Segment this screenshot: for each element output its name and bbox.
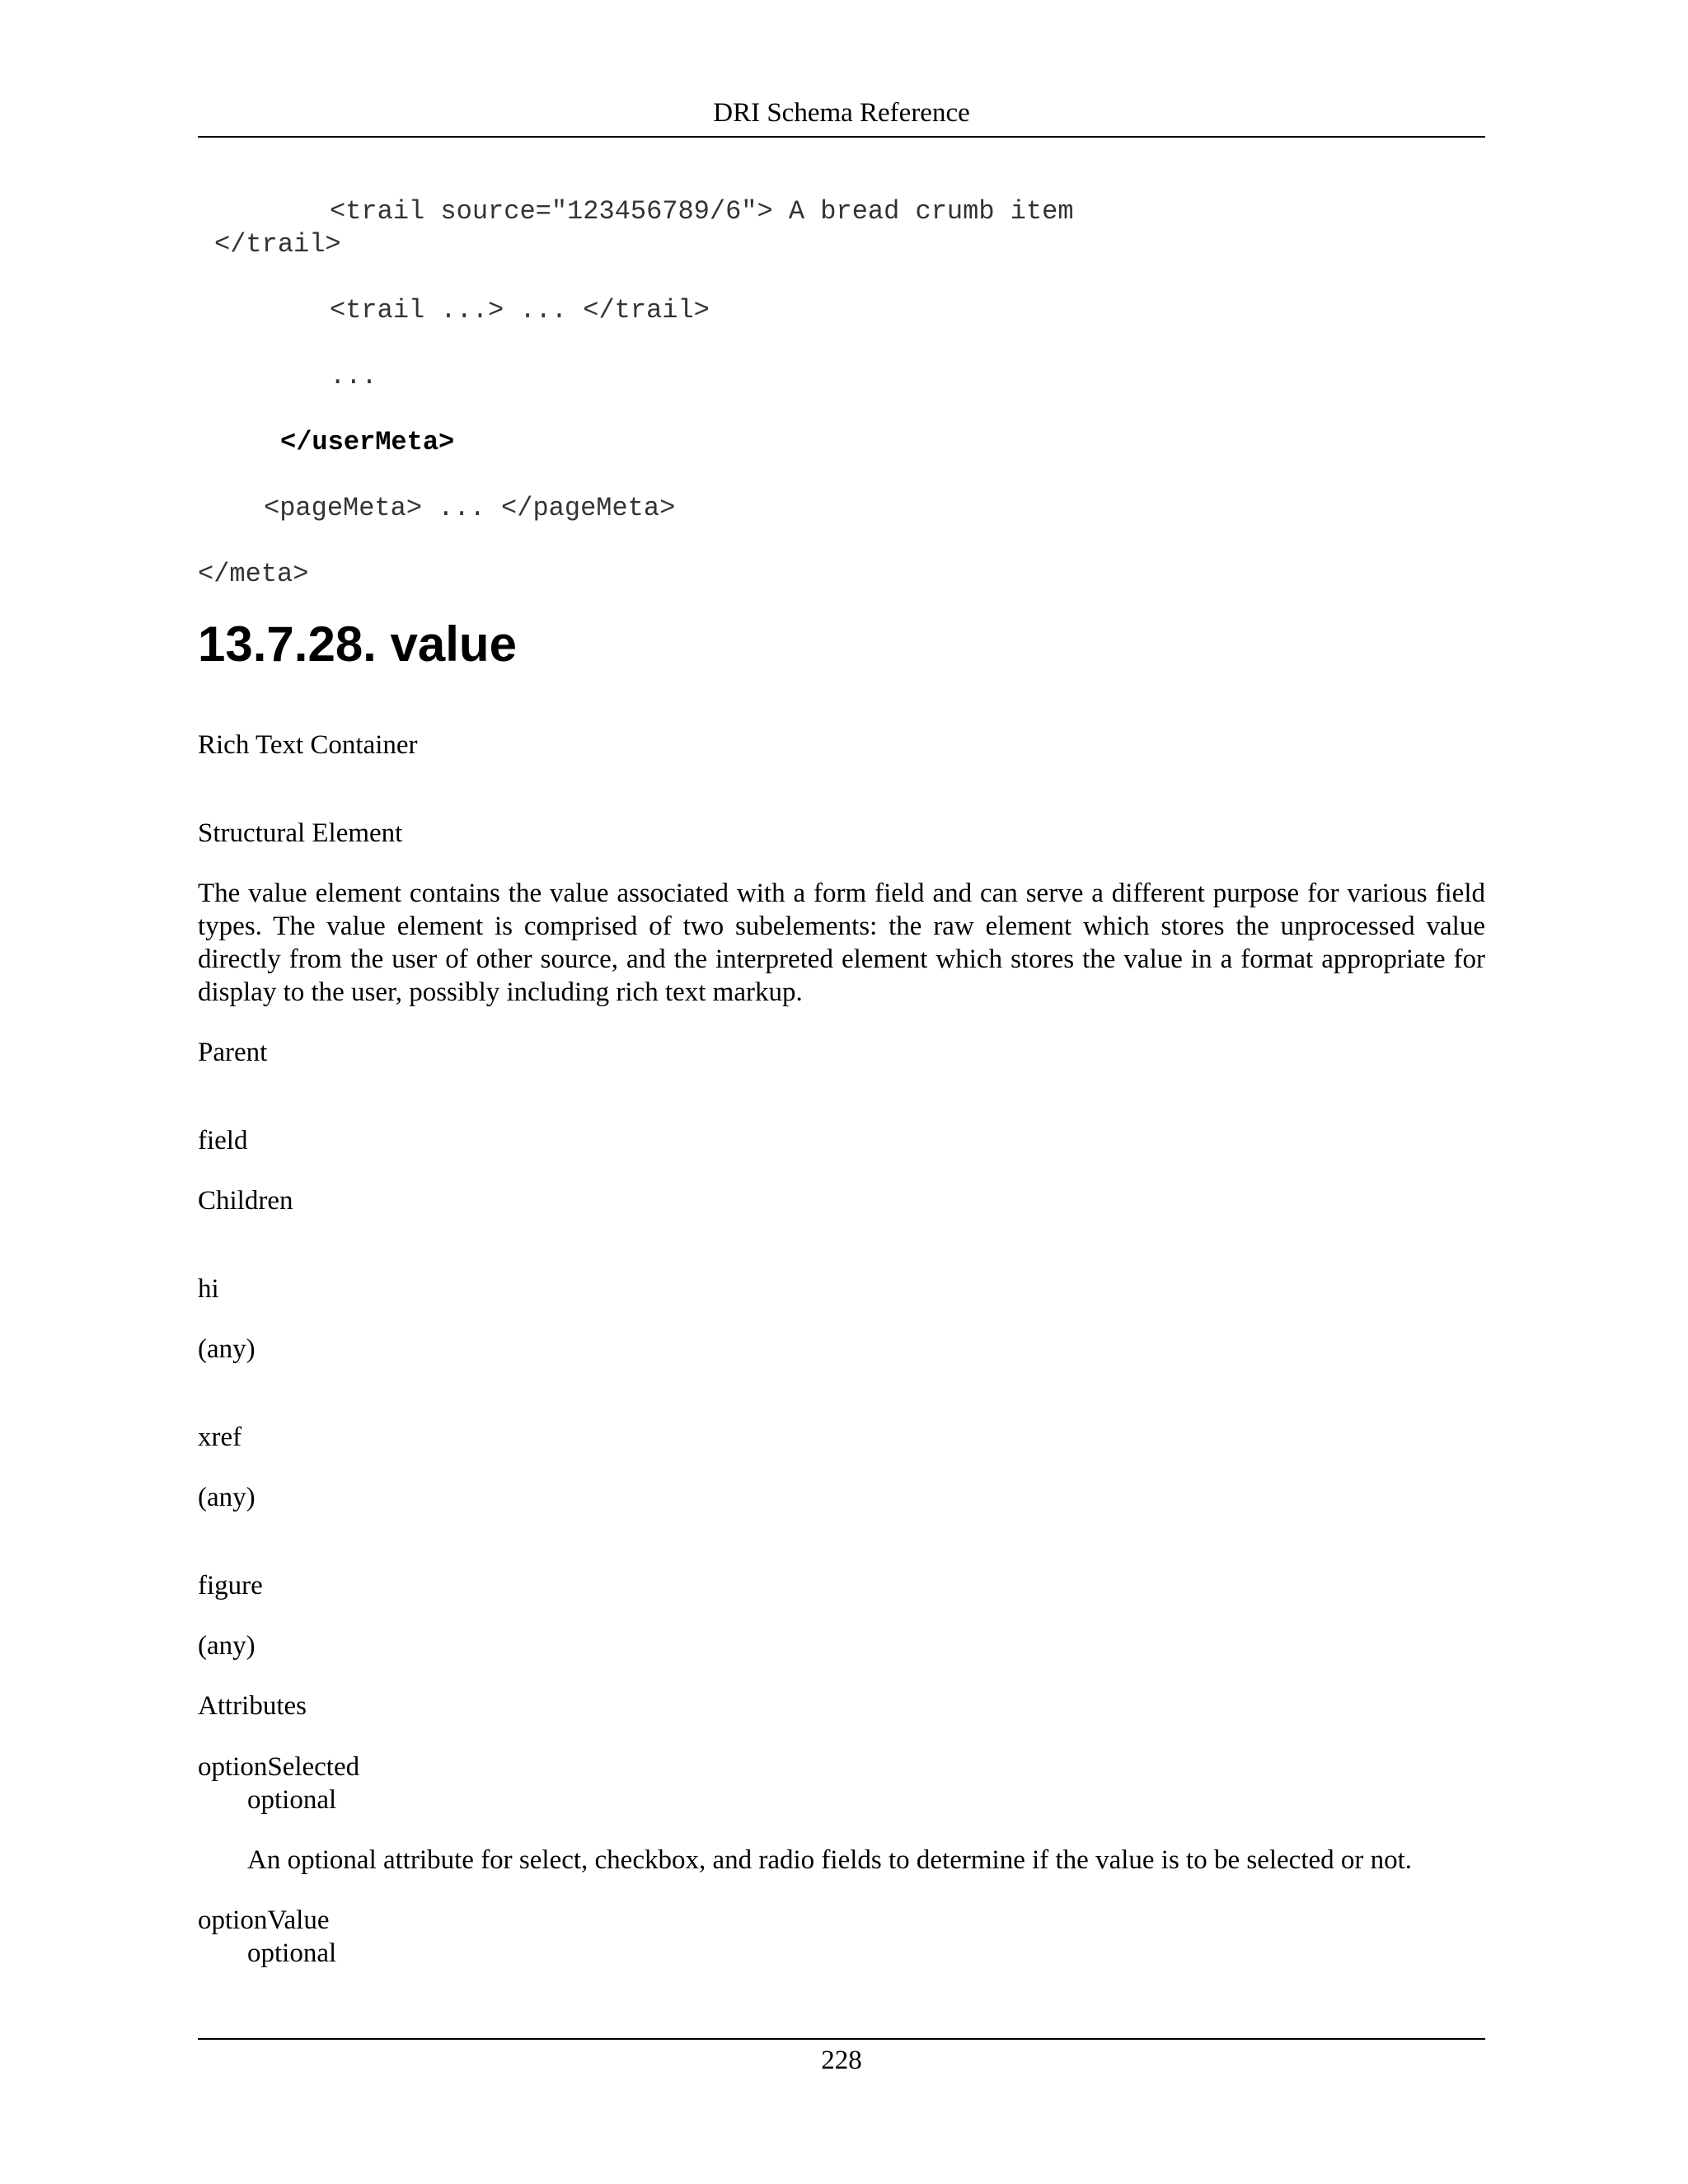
attributes-label: Attributes (198, 1691, 307, 1721)
code-line-trail-close: </trail> (214, 229, 341, 260)
code-line-meta-close: </meta> (198, 559, 309, 589)
child-name: xref (198, 1422, 242, 1452)
section-description: The value element contains the value associated with a form field and can serve a different purpose for various field types. The value element is comprised of two subelements: the raw element which stores the unprocessed value directly from the user of other source, and the interpreted element which stores the value in a format appropriate for display to the user, possibly including rich text markup. (198, 879, 1485, 1007)
attribute-description: An optional attribute for select, checkbox, and radio fields to determine if the value is to be selected or not. (247, 1845, 1413, 1875)
section-subtitle: Rich Text Container (198, 730, 418, 760)
child-name: figure (198, 1571, 263, 1601)
attribute-name: optionValue (198, 1905, 330, 1935)
code-line-ellipsis: ... (330, 361, 377, 391)
child-occurrence: (any) (198, 1334, 256, 1364)
children-label: Children (198, 1186, 293, 1216)
child-name: hi (198, 1274, 219, 1304)
parent-label: Parent (198, 1038, 268, 1067)
code-line-trail-item: <trail source="123456789/6"> A bread crumb item (330, 196, 1074, 227)
header-rule (198, 136, 1485, 138)
document-page (198, 0, 1485, 2184)
attribute-name: optionSelected (198, 1752, 360, 1782)
code-line-usermeta-close: </userMeta> (280, 427, 455, 457)
attribute-requirement: optional (247, 1785, 337, 1815)
child-occurrence: (any) (198, 1631, 256, 1661)
attribute-requirement: optional (247, 1938, 337, 1968)
code-line-pagemeta: <pageMeta> ... </pageMeta> (264, 493, 676, 523)
page-number: 228 (821, 2046, 862, 2075)
parent-value: field (198, 1126, 248, 1155)
footer-rule (198, 2038, 1485, 2040)
running-header: DRI Schema Reference (713, 98, 970, 128)
section-heading: 13.7.28. value (198, 616, 517, 672)
element-type: Structural Element (198, 818, 403, 848)
code-line-trail-generic: <trail ...> ... </trail> (330, 295, 710, 326)
child-occurrence: (any) (198, 1483, 256, 1512)
